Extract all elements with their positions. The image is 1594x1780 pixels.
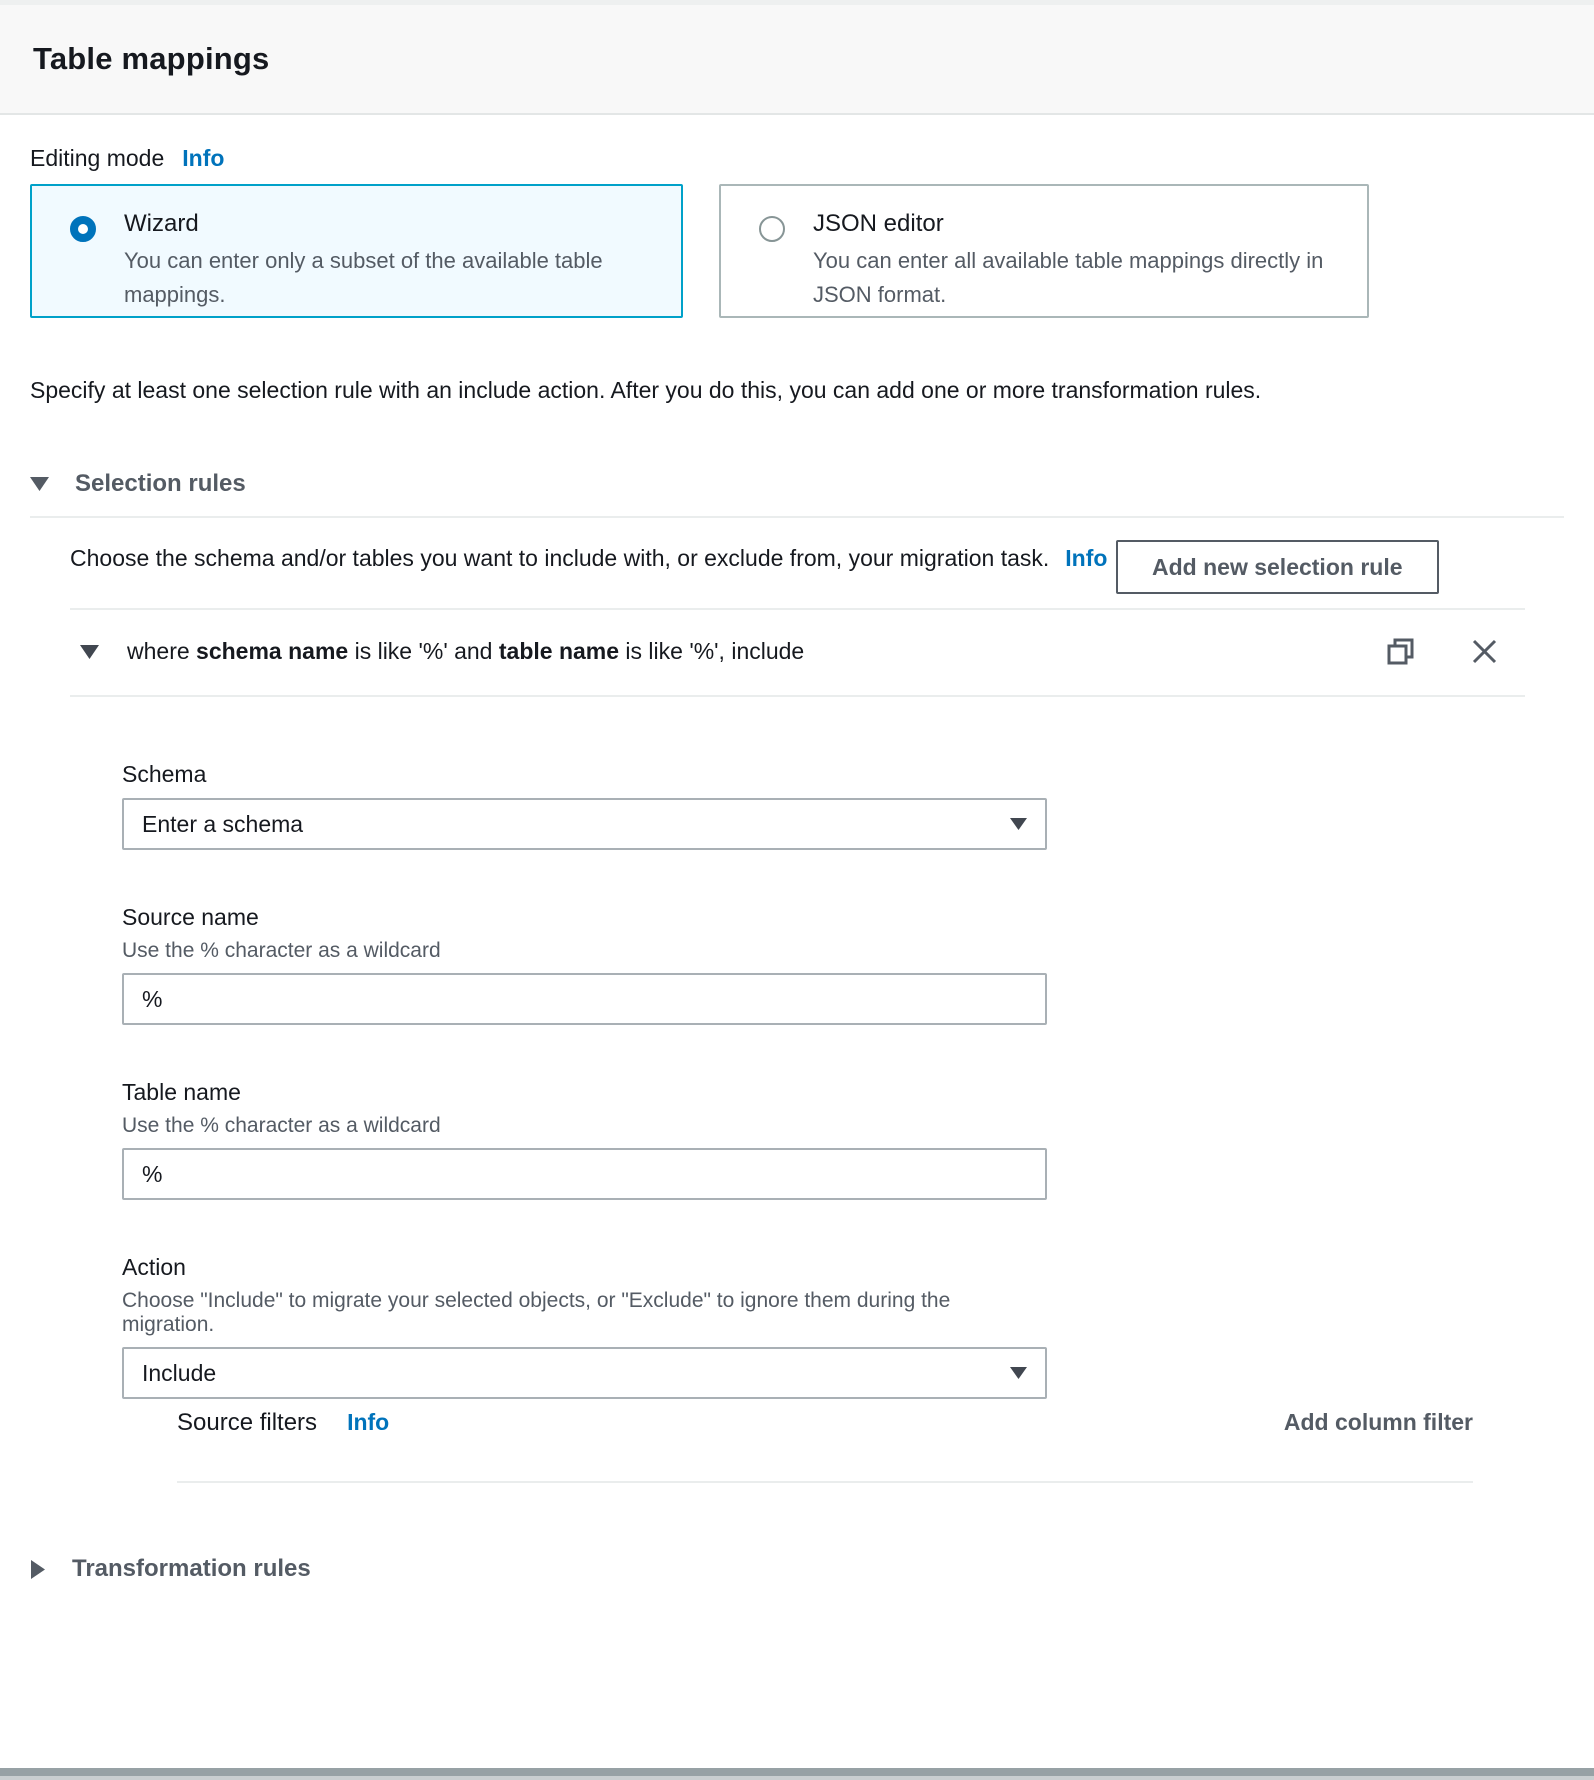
close-icon xyxy=(1472,652,1497,667)
source-name-input[interactable] xyxy=(142,975,1027,1023)
source-name-label: Source name xyxy=(122,904,259,930)
transformation-rules-expander[interactable] xyxy=(30,1555,1564,1583)
selection-rules-info-link[interactable]: Info xyxy=(1065,545,1108,571)
divider xyxy=(177,1481,1473,1483)
action-label: Action xyxy=(122,1254,186,1280)
json-editor-option-description: You can enter all available table mappings directly in JSON format. xyxy=(813,248,1324,307)
json-editor-option-title: JSON editor xyxy=(813,210,944,237)
chevron-down-icon xyxy=(1010,1366,1027,1380)
rule-summary: where schema name is like '%' and table name is like '%', include xyxy=(127,638,805,664)
table-name-field-group xyxy=(122,1079,1047,1200)
divider xyxy=(30,516,1564,518)
chevron-down-icon[interactable] xyxy=(80,644,99,660)
rule-form xyxy=(122,761,1047,1399)
rule-header-row xyxy=(70,610,1525,695)
bottom-strip xyxy=(0,1768,1594,1780)
panel-header xyxy=(0,5,1594,115)
selection-rules-description: Choose the schema and/or tables you want to include with, or exclude from, your migration task. Info xyxy=(70,545,1108,571)
table-name-label: Table name xyxy=(122,1079,241,1105)
action-select-value: Include xyxy=(142,1359,217,1386)
action-select[interactable] xyxy=(122,1347,1047,1399)
source-name-field-group xyxy=(122,904,1047,1025)
action-hint: Choose "Include" to migrate your selected objects, or "Exclude" to ignore them during the migration. xyxy=(122,1289,951,1336)
schema-field-group xyxy=(122,761,1047,850)
table-name-input-wrap xyxy=(122,1148,1047,1200)
editing-mode-tiles xyxy=(30,184,1564,318)
chevron-down-icon xyxy=(1010,817,1027,831)
source-name-hint: Use the % character as a wildcard xyxy=(122,939,441,962)
table-name-hint: Use the % character as a wildcard xyxy=(122,1114,441,1137)
chevron-down-icon xyxy=(30,476,49,492)
source-name-input-wrap xyxy=(122,973,1047,1025)
action-field-group xyxy=(122,1254,1047,1399)
schema-select[interactable] xyxy=(122,798,1047,850)
schema-label: Schema xyxy=(122,761,207,787)
source-filters-label: Source filters xyxy=(177,1409,318,1436)
transformation-rules-title: Transformation rules xyxy=(72,1555,311,1582)
source-filters-info-link[interactable]: Info xyxy=(347,1409,390,1435)
table-name-input[interactable] xyxy=(142,1150,1027,1198)
selection-rules-title: Selection rules xyxy=(75,470,246,497)
json-editor-radio-tile[interactable] xyxy=(719,184,1369,318)
selection-rules-expander[interactable] xyxy=(30,470,1564,498)
editing-mode-info-link[interactable]: Info xyxy=(182,145,225,171)
source-filters-section xyxy=(177,1409,1473,1483)
remove-rule-button[interactable] xyxy=(1468,635,1501,668)
schema-select-value: Enter a schema xyxy=(142,810,304,837)
page-title: Table mappings xyxy=(33,41,270,76)
editing-mode-row xyxy=(30,145,1564,172)
selection-rules-toolbar xyxy=(70,540,1525,594)
wizard-option-description: You can enter only a subset of the available table mappings. xyxy=(124,248,603,307)
duplicate-rule-button[interactable] xyxy=(1383,634,1418,669)
wizard-option-title: Wizard xyxy=(124,210,199,237)
add-selection-rule-button[interactable]: Add new selection rule xyxy=(1116,540,1439,594)
wizard-radio-tile[interactable] xyxy=(30,184,683,318)
editing-mode-label: Editing mode xyxy=(30,145,165,171)
add-column-filter-button[interactable]: Add column filter xyxy=(1283,1409,1473,1435)
intro-text: Specify at least one selection rule with an include action. After you do this, you can add one or more transformation rules. xyxy=(30,377,1262,403)
copy-icon xyxy=(1387,653,1414,668)
divider xyxy=(70,695,1525,697)
radio-unselected-icon[interactable] xyxy=(759,216,785,242)
chevron-right-icon xyxy=(30,1560,46,1579)
radio-selected-icon[interactable] xyxy=(70,216,96,242)
